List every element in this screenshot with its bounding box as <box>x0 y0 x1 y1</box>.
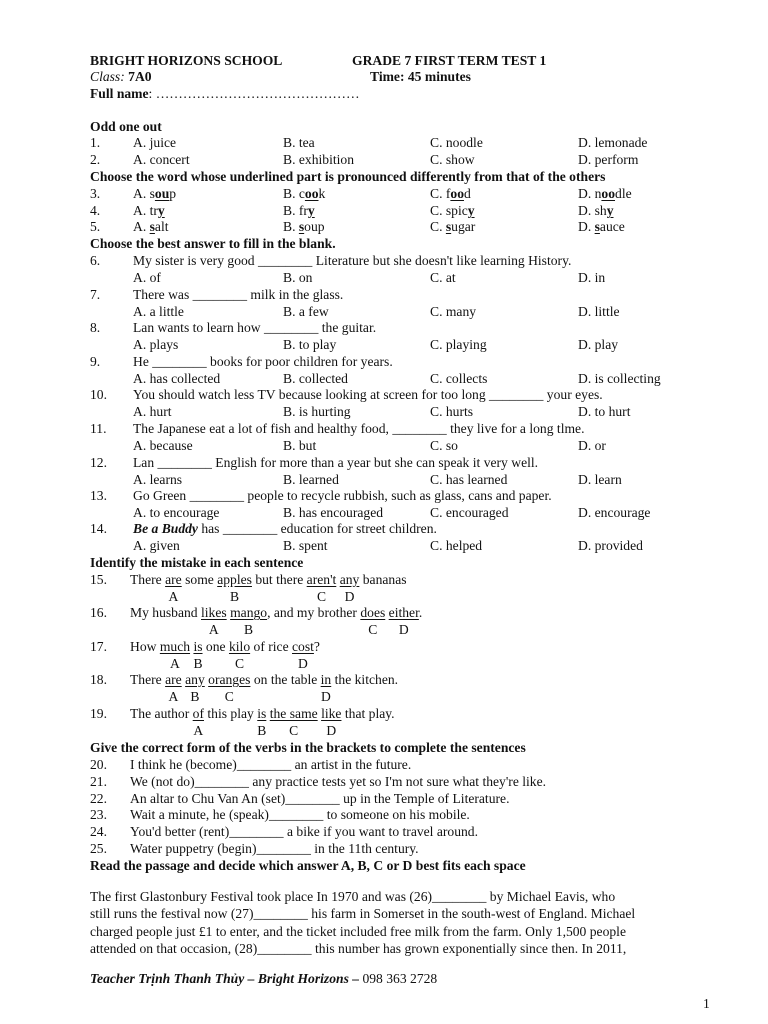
option-b: B. exhibition <box>283 152 354 167</box>
footer-credit <box>90 971 437 987</box>
question-number: 10. <box>90 387 107 402</box>
letters-17 <box>90 656 690 673</box>
option-a: A. juice <box>133 135 177 150</box>
question-text: Be a Buddy has ________ education for street children. <box>133 521 437 536</box>
question-number: 15. <box>90 572 107 587</box>
question-number: 16. <box>90 605 107 620</box>
section-passage: Read the passage and decide which answer A, B, C or D best fits each space <box>90 858 526 873</box>
option-b: B. cook <box>283 186 326 201</box>
sentence-text: of rice <box>250 639 293 654</box>
option-d: D. is collecting <box>578 371 661 386</box>
footer-teacher: Teacher Trịnh Thanh Thủy – Bright Horizons – <box>90 971 360 986</box>
question-text: You should watch less TV because looking at screen for too long ________ your eyes. <box>133 387 603 402</box>
question-text: You'd better (rent)________ a bike if you want to travel around. <box>130 824 479 839</box>
option-a: A. salt <box>133 219 169 234</box>
fullname-dots: : ……………………………………… <box>148 86 360 101</box>
option-a: A. because <box>133 438 193 453</box>
section-odd-one-out: Odd one out <box>90 119 162 134</box>
question-number: 21. <box>90 774 107 789</box>
option-b: B. on <box>283 270 313 285</box>
option-c: C. show <box>430 152 475 167</box>
option-a: A. hurt <box>133 404 172 419</box>
mistake-label-c: C <box>235 656 245 671</box>
option-a: A. plays <box>133 337 179 352</box>
mistake-label-d: D <box>344 589 355 604</box>
option-a: A. learns <box>133 472 183 487</box>
question-number: 1. <box>90 135 101 150</box>
option-b: B. fry <box>283 203 315 218</box>
question-number: 13. <box>90 488 107 503</box>
sentence <box>130 706 395 723</box>
underlined-part-a: are <box>165 572 182 587</box>
option-a: A. given <box>133 538 180 553</box>
question-text: An altar to Chu Van An (set)________ up in the Temple of Literature. <box>130 791 510 806</box>
option-d: D. provided <box>578 538 643 553</box>
question-number: 2. <box>90 152 101 167</box>
option-d: D. shy <box>578 203 614 218</box>
option-c: C. at <box>430 270 456 285</box>
page-number: 1 <box>703 996 710 1011</box>
sentence <box>130 639 320 656</box>
sentence-text: The author <box>130 706 193 721</box>
underlined-part-c: the same <box>269 706 318 721</box>
option-d: D. play <box>578 337 619 352</box>
letters-18 <box>90 689 690 706</box>
option-c: C. many <box>430 304 477 319</box>
underlined-part-b: mango <box>230 605 268 620</box>
sentence-text: , and my brother <box>267 605 361 620</box>
option-b: B. to play <box>283 337 337 352</box>
underlined-part-c: kilo <box>228 639 251 654</box>
footer-phone: 098 363 2728 <box>359 971 438 986</box>
question-number: 5. <box>90 219 101 234</box>
option-b: B. learned <box>283 472 339 487</box>
sentence <box>130 572 407 589</box>
underlined-part-a: are <box>165 672 182 687</box>
sentence-text: How <box>130 639 160 654</box>
option-b: B. tea <box>283 135 315 150</box>
question-text: My sister is very good ________ Literature but she doesn't like learning History. <box>133 253 572 268</box>
question-number: 12. <box>90 455 107 470</box>
question-number: 17. <box>90 639 107 654</box>
question-text: We (not do)________ any practice tests yet so I'm not sure what they're like. <box>130 774 547 789</box>
option-d: D. little <box>578 304 620 319</box>
school-name: BRIGHT HORIZONS SCHOOL <box>90 53 283 68</box>
option-d: D. lemonade <box>578 135 648 150</box>
mistake-label-d: D <box>326 723 337 738</box>
underlined-part-b: any <box>185 672 205 687</box>
mistake-label-a: A <box>193 723 204 738</box>
mistake-label-a: A <box>168 589 179 604</box>
passage-line: attended on that occasion, (28)________ this number has grown exponentially since then. In 2011, <box>90 941 627 957</box>
option-c: C. playing <box>430 337 487 352</box>
question-number: 14. <box>90 521 107 536</box>
section-verb-forms: Give the correct form of the verbs in the brackets to complete the sentences <box>90 740 526 755</box>
question-number: 9. <box>90 354 101 369</box>
question-text: Lan ________ English for more than a year but she can speak it very well. <box>133 455 539 470</box>
sentence-text: but there <box>251 572 307 587</box>
option-d: D. perform <box>578 152 639 167</box>
mistake-label-d: D <box>298 656 308 671</box>
option-c: C. spicy <box>430 203 475 218</box>
underlined-part-d: either <box>388 605 419 620</box>
question-text: I think he (become)________ an artist in the future. <box>130 757 412 772</box>
option-a: A. soup <box>133 186 177 201</box>
letters-16 <box>90 622 690 639</box>
class-line <box>90 69 152 85</box>
passage-line: charged people just £1 to enter, and the ticket included free milk from the farm. Only 1,500 people <box>90 923 626 939</box>
underlined-part-c: does <box>360 605 386 620</box>
option-b: B. is hurting <box>283 404 351 419</box>
option-c: C. sugar <box>430 219 476 234</box>
option-d: D. noodle <box>578 186 632 201</box>
mistake-label-d: D <box>398 622 409 637</box>
mistake-label-b: B <box>244 622 254 637</box>
section-identify-mistake: Identify the mistake in each sentence <box>90 555 304 570</box>
sentence <box>130 672 398 689</box>
question-number: 25. <box>90 841 107 856</box>
mistake-label-a: A <box>168 689 179 704</box>
question-number: 23. <box>90 807 107 822</box>
sentence-text: . <box>418 605 423 620</box>
class-value: 7A0 <box>128 69 152 84</box>
option-a: A. try <box>133 203 165 218</box>
option-b: B. soup <box>283 219 325 234</box>
question-number: 7. <box>90 287 101 302</box>
underlined-part-d: cost <box>292 639 314 654</box>
sentence-text: ? <box>313 639 320 654</box>
option-d: D. encourage <box>578 505 651 520</box>
option-a: A. a little <box>133 304 184 319</box>
question-number: 18. <box>90 672 107 687</box>
question-number: 20. <box>90 757 107 772</box>
option-c: C. collects <box>430 371 488 386</box>
underlined-part-a: of <box>192 706 204 721</box>
sentence-text: There <box>130 572 166 587</box>
option-b: B. collected <box>283 371 348 386</box>
underlined-part-d: like <box>321 706 342 721</box>
test-time: Time: 45 minutes <box>370 69 471 84</box>
sentence-text: this play <box>204 706 258 721</box>
passage-text <box>90 888 710 958</box>
question-text: Lan wants to learn how ________ the guitar. <box>133 320 377 335</box>
sentence-text: on the table <box>250 672 321 687</box>
question-number: 4. <box>90 203 101 218</box>
underlined-part-c: aren't <box>306 572 337 587</box>
section-pronunciation: Choose the word whose underlined part is pronounced differently from that of the others <box>90 169 606 184</box>
option-a: A. of <box>133 270 161 285</box>
question-text: Wait a minute, he (speak)________ to someone on his mobile. <box>130 807 470 822</box>
option-b: B. has encouraged <box>283 505 384 520</box>
passage-line: The first Glastonbury Festival took place In 1970 and was (26)________ by Michael Eavis, who <box>90 889 616 904</box>
option-a: A. concert <box>133 152 190 167</box>
option-c: C. helped <box>430 538 483 553</box>
class-label: Class: <box>90 69 125 84</box>
option-c: C. has learned <box>430 472 508 487</box>
option-c: C. noodle <box>430 135 483 150</box>
underlined-part-d: any <box>339 572 360 587</box>
fullname-label: Full name <box>90 86 149 101</box>
underlined-part-d: in <box>320 672 332 687</box>
sentence-text: bananas <box>359 572 407 587</box>
option-d: D. sauce <box>578 219 625 234</box>
question-text: Go Green ________ people to recycle rubbish, such as glass, cans and paper. <box>133 488 552 503</box>
option-b: B. but <box>283 438 317 453</box>
mistake-label-c: C <box>368 622 378 637</box>
option-a: A. has collected <box>133 371 221 386</box>
passage-line: still runs the festival now (27)________ his farm in Somerset in the south-west of England. Michael <box>90 906 636 922</box>
sentence-text: some <box>181 572 218 587</box>
sentence-text: There <box>130 672 166 687</box>
sentence-text: the kitchen. <box>331 672 399 687</box>
option-c: C. so <box>430 438 458 453</box>
section-fill-blank: Choose the best answer to fill in the blank. <box>90 236 336 251</box>
question-emphasis: Be a Buddy <box>133 521 198 536</box>
question-text: He ________ books for poor children for years. <box>133 354 393 369</box>
question-number: 6. <box>90 253 101 268</box>
test-title: GRADE 7 FIRST TERM TEST 1 <box>352 53 547 68</box>
option-c: C. food <box>430 186 471 201</box>
question-number: 24. <box>90 824 107 839</box>
question-text: There was ________ milk in the glass. <box>133 287 344 302</box>
mistake-label-d: D <box>321 689 331 704</box>
question-text: The Japanese eat a lot of fish and healthy food, ________ they live for a long tlme. <box>133 421 585 436</box>
sentence <box>130 605 422 622</box>
question-number: 3. <box>90 186 101 201</box>
underlined-part-c: oranges <box>208 672 251 687</box>
option-d: D. to hurt <box>578 404 631 419</box>
question-number: 19. <box>90 706 107 721</box>
sentence-text: My husband <box>130 605 201 620</box>
mistake-label-b: B <box>193 656 203 671</box>
mistake-label-c: C <box>289 723 299 738</box>
question-text: Water puppetry (begin)________ in the 11th century. <box>130 841 419 856</box>
mistake-label-c: C <box>224 689 234 704</box>
fullname-line <box>90 86 360 102</box>
mistake-label-c: C <box>316 589 327 604</box>
mistake-label-a: A <box>170 656 180 671</box>
question-number: 22. <box>90 791 107 806</box>
underlined-part-b: apples <box>217 572 252 587</box>
option-d: D. in <box>578 270 606 285</box>
underlined-part-b: is <box>257 706 267 721</box>
option-c: C. hurts <box>430 404 474 419</box>
option-c: C. encouraged <box>430 505 509 520</box>
mistake-label-b: B <box>257 723 267 738</box>
option-d: D. or <box>578 438 606 453</box>
mistake-label-b: B <box>230 589 240 604</box>
mistake-label-b: B <box>190 689 200 704</box>
option-a: A. to encourage <box>133 505 220 520</box>
sentence-text: one <box>202 639 229 654</box>
mistake-label-a: A <box>208 622 219 637</box>
sentence-text: that play. <box>341 706 395 721</box>
option-d: D. learn <box>578 472 622 487</box>
option-b: B. spent <box>283 538 328 553</box>
letters-15 <box>90 589 690 606</box>
option-b: B. a few <box>283 304 329 319</box>
underlined-part-a: likes <box>201 605 227 620</box>
underlined-part-a: much <box>159 639 191 654</box>
underlined-part-b: is <box>193 639 203 654</box>
question-number: 8. <box>90 320 101 335</box>
question-number: 11. <box>90 421 107 436</box>
letters-19 <box>90 723 690 740</box>
